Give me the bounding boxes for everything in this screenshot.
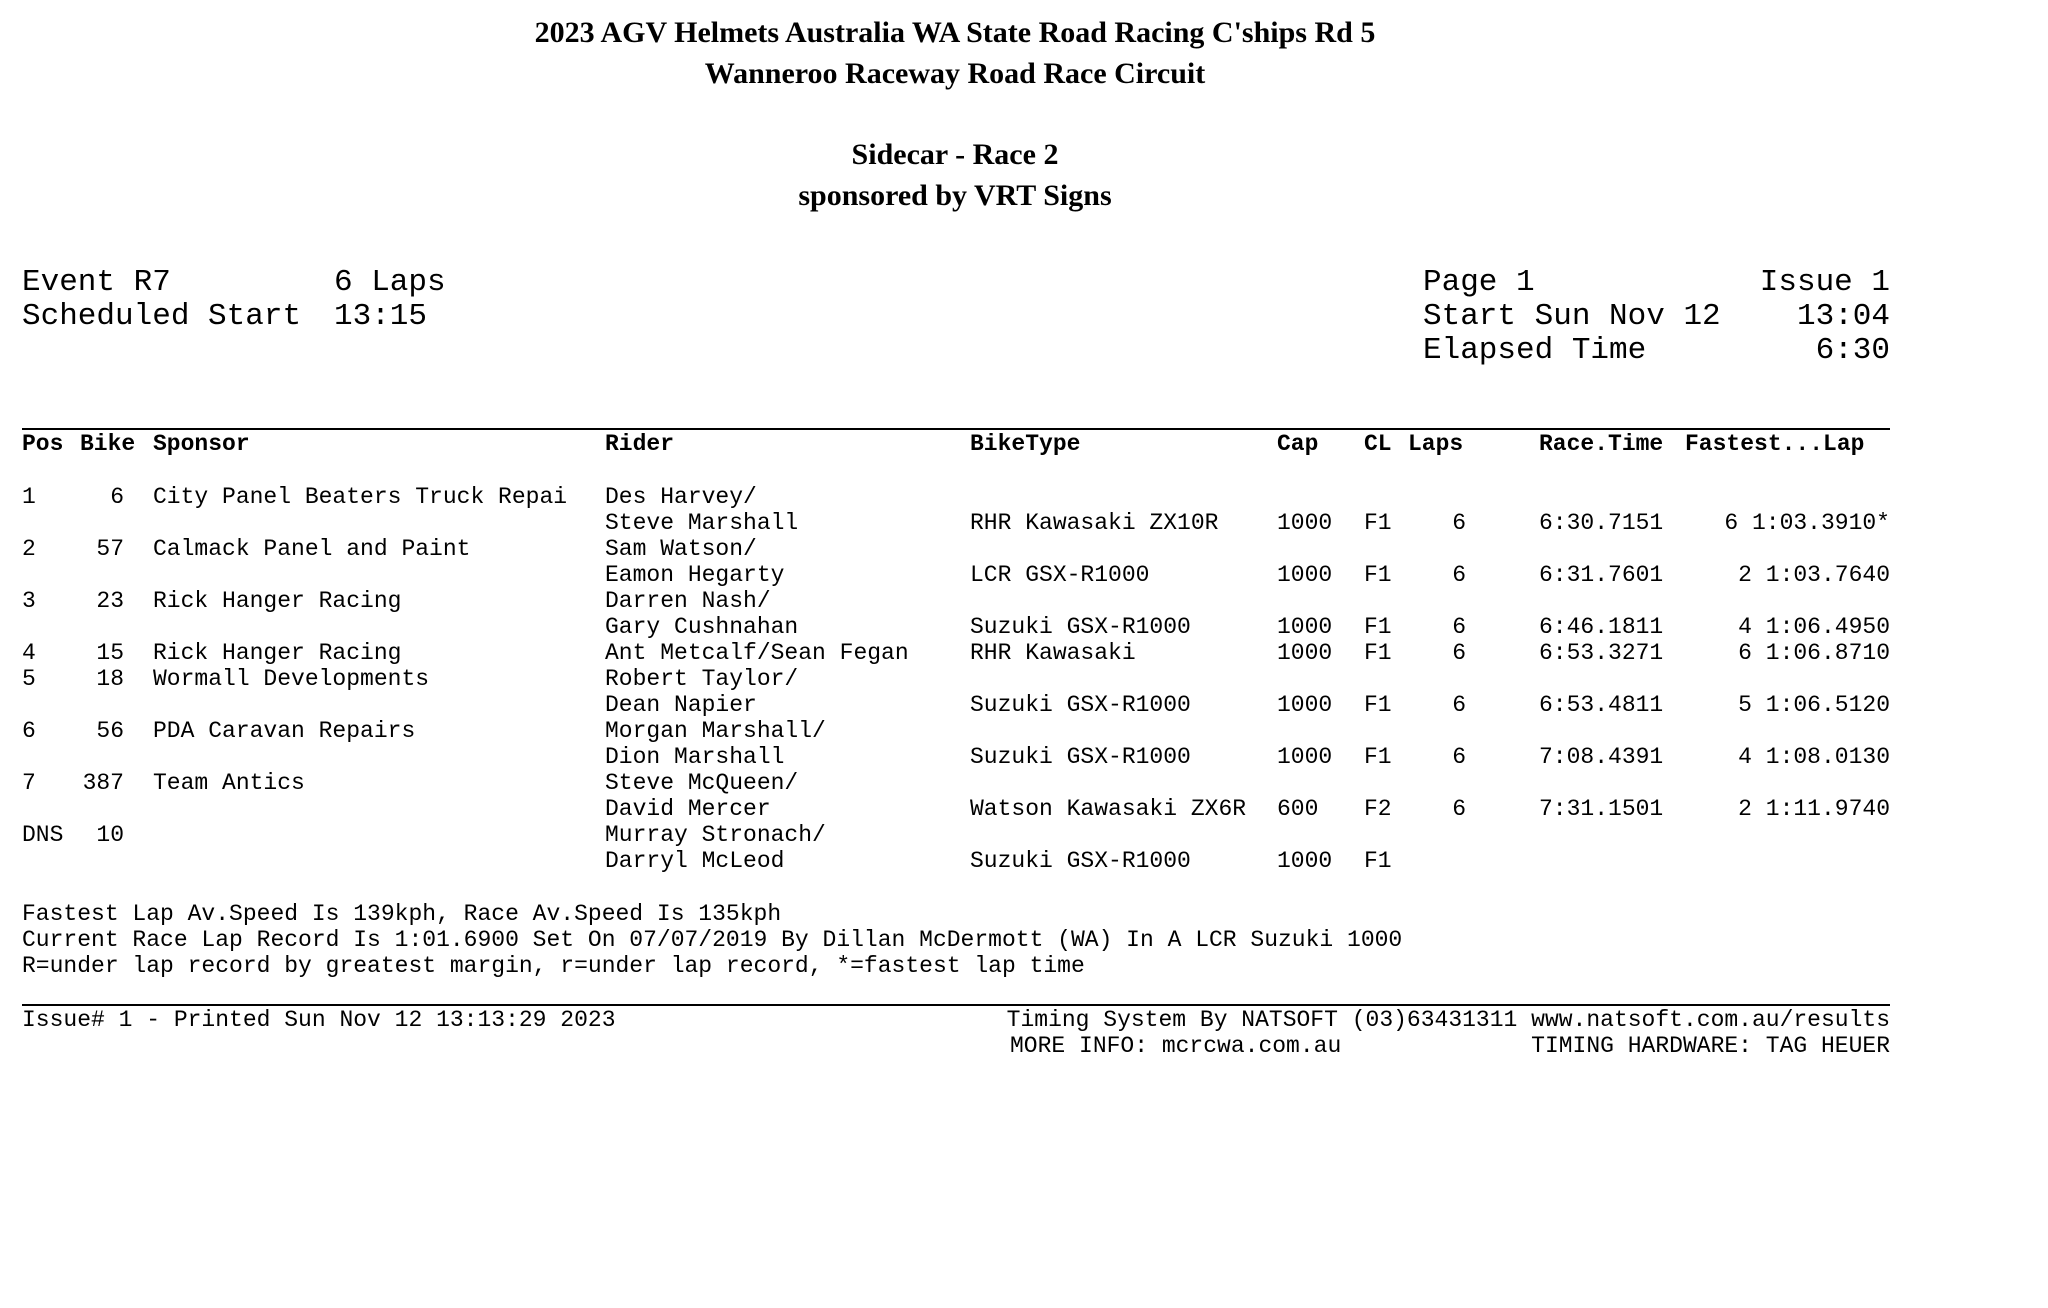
table-row [0, 640, 1910, 666]
cell-racetime: 7:08.4391 [1539, 744, 1664, 770]
cell-cap: 1000 [1277, 744, 1333, 770]
scheduled-start-time: 13:15 [334, 299, 428, 334]
cell-cap: 1000 [1277, 848, 1333, 874]
page-number: Page 1 [1423, 265, 1535, 300]
cell-pos: 2 [22, 536, 36, 562]
table-row [0, 718, 1910, 744]
event-number: Event R7 [22, 265, 171, 300]
cell-bike: 6 [110, 484, 124, 510]
cell-cap: 1000 [1277, 510, 1333, 536]
cell-laps: 6 [1452, 796, 1466, 822]
issue-number: Issue 1 [1759, 265, 1890, 300]
start-time: 13:04 [1796, 299, 1890, 334]
col-biketype: BikeType [970, 431, 1081, 457]
cell-cl: F1 [1364, 510, 1392, 536]
table-row-continuation [0, 692, 1910, 718]
cell-sponsor: Calmack Panel and Paint [153, 536, 471, 562]
cell-rider: Ant Metcalf/Sean Fegan [605, 640, 909, 666]
table-row [0, 588, 1910, 614]
race-title: Sidecar - Race 2 [851, 138, 1059, 171]
cell-sponsor: PDA Caravan Repairs [153, 718, 416, 744]
cell-rider: Des Harvey/ [605, 484, 757, 510]
cell-biketype: RHR Kawasaki ZX10R [970, 510, 1219, 536]
table-row-continuation [0, 796, 1910, 822]
cell-pos: 7 [22, 770, 36, 796]
cell-pos: 1 [22, 484, 36, 510]
cell-pos: DNS [22, 822, 64, 848]
printed-info: Issue# 1 - Printed Sun Nov 12 13:13:29 2023 [22, 1007, 616, 1033]
cell-cl: F1 [1364, 848, 1392, 874]
cell-rider: Darryl McLeod [605, 848, 785, 874]
col-sponsor: Sponsor [153, 431, 250, 457]
cell-rider: Steve McQueen/ [605, 770, 799, 796]
results-header-row [0, 431, 1910, 457]
cell-rider: Morgan Marshall/ [605, 718, 826, 744]
cell-pos: 5 [22, 666, 36, 692]
legend-note: R=under lap record by greatest margin, r=under lap record, *=fastest lap time [22, 953, 1085, 979]
race-sponsor: sponsored by VRT Signs [798, 179, 1112, 212]
venue-title: Wanneroo Raceway Road Race Circuit [704, 57, 1206, 90]
col-pos: Pos [22, 431, 64, 457]
cell-cl: F2 [1364, 796, 1392, 822]
cell-bike: 10 [96, 822, 124, 848]
cell-rider: Dion Marshall [605, 744, 785, 770]
cell-biketype: Suzuki GSX-R1000 [970, 614, 1191, 640]
cell-cap: 600 [1277, 796, 1319, 822]
cell-biketype: Suzuki GSX-R1000 [970, 692, 1191, 718]
elapsed-time: 6:30 [1815, 333, 1890, 368]
cell-cl: F1 [1364, 744, 1392, 770]
table-row-continuation [0, 562, 1910, 588]
cell-cap: 1000 [1277, 614, 1333, 640]
cell-biketype: Suzuki GSX-R1000 [970, 848, 1191, 874]
cell-sponsor: Rick Hanger Racing [153, 588, 402, 614]
footer-divider [22, 1004, 1890, 1006]
cell-sponsor: Rick Hanger Racing [153, 640, 402, 666]
cell-racetime: 6:46.1811 [1539, 614, 1664, 640]
table-row [0, 484, 1910, 510]
race-title-block [0, 134, 1910, 216]
cell-pos: 6 [22, 718, 36, 744]
table-row [0, 536, 1910, 562]
cell-cl: F1 [1364, 640, 1392, 666]
cell-biketype: RHR Kawasaki [970, 640, 1136, 666]
col-bike: Bike [80, 431, 136, 457]
cell-sponsor: Wormall Developments [153, 666, 430, 692]
table-row [0, 666, 1910, 692]
cell-rider: Steve Marshall [605, 510, 799, 536]
cell-fastest: 4 1:08.0130 [1738, 744, 1890, 770]
cell-bike: 18 [96, 666, 124, 692]
cell-fastest: 5 1:06.5120 [1738, 692, 1890, 718]
col-rider: Rider [605, 431, 675, 457]
cell-laps: 6 [1452, 744, 1466, 770]
cell-sponsor: City Panel Beaters Truck Repai [153, 484, 568, 510]
table-row-continuation [0, 744, 1910, 770]
cell-rider: Darren Nash/ [605, 588, 771, 614]
cell-bike: 15 [96, 640, 124, 666]
cell-rider: Robert Taylor/ [605, 666, 799, 692]
cell-rider: Murray Stronach/ [605, 822, 826, 848]
start-date-label: Start Sun Nov 12 [1423, 299, 1721, 334]
event-title: 2023 AGV Helmets Australia WA State Road Racing C'ships Rd 5 [534, 16, 1376, 49]
cell-racetime: 6:30.7151 [1539, 510, 1664, 536]
cell-rider: Eamon Hegarty [605, 562, 785, 588]
col-fastest: Fastest...Lap [1685, 431, 1865, 457]
cell-bike: 23 [96, 588, 124, 614]
cell-laps: 6 [1452, 692, 1466, 718]
cell-cl: F1 [1364, 562, 1392, 588]
cell-laps: 6 [1452, 614, 1466, 640]
col-laps: Laps [1408, 431, 1464, 457]
cell-fastest: 6 1:03.3910* [1724, 510, 1890, 536]
table-row-continuation [0, 848, 1910, 874]
cell-cap: 1000 [1277, 640, 1333, 666]
cell-bike: 57 [96, 536, 124, 562]
cell-biketype: Watson Kawasaki ZX6R [970, 796, 1247, 822]
cell-rider: Sam Watson/ [605, 536, 757, 562]
table-row [0, 822, 1910, 848]
cell-cl: F1 [1364, 692, 1392, 718]
cell-fastest: 2 1:11.9740 [1738, 796, 1890, 822]
report-title-block [0, 12, 1910, 94]
cell-biketype: LCR GSX-R1000 [970, 562, 1150, 588]
cell-racetime: 6:53.3271 [1539, 640, 1664, 666]
col-cl: CL [1364, 431, 1392, 457]
cell-rider: David Mercer [605, 796, 771, 822]
header-divider [22, 428, 1890, 430]
cell-rider: Gary Cushnahan [605, 614, 799, 640]
cell-fastest: 4 1:06.4950 [1738, 614, 1890, 640]
cell-bike: 387 [82, 770, 124, 796]
table-row-continuation [0, 510, 1910, 536]
cell-racetime: 6:31.7601 [1539, 562, 1664, 588]
scheduled-start-label: Scheduled Start [22, 299, 302, 334]
cell-laps: 6 [1452, 640, 1466, 666]
cell-laps: 6 [1452, 510, 1466, 536]
cell-cap: 1000 [1277, 562, 1333, 588]
more-info: MORE INFO: mcrcwa.com.au [1010, 1033, 1342, 1059]
table-row [0, 770, 1910, 796]
cell-fastest: 2 1:03.7640 [1738, 562, 1890, 588]
cell-pos: 3 [22, 588, 36, 614]
lap-record-note: Current Race Lap Record Is 1:01.6900 Set On 07/07/2019 By Dillan McDermott (WA) In A LCR Suzuki 1000 [22, 927, 1403, 953]
timing-hardware: TIMING HARDWARE: TAG HEUER [1531, 1033, 1890, 1059]
cell-cap: 1000 [1277, 692, 1333, 718]
event-laps: 6 Laps [334, 265, 446, 300]
elapsed-label: Elapsed Time [1423, 333, 1647, 368]
cell-cl: F1 [1364, 614, 1392, 640]
cell-rider: Dean Napier [605, 692, 757, 718]
cell-racetime: 6:53.4811 [1539, 692, 1664, 718]
cell-racetime: 7:31.1501 [1539, 796, 1664, 822]
col-racetime: Race.Time [1539, 431, 1664, 457]
cell-laps: 6 [1452, 562, 1466, 588]
cell-pos: 4 [22, 640, 36, 666]
speed-note: Fastest Lap Av.Speed Is 139kph, Race Av.Speed Is 135kph [22, 901, 782, 927]
timing-system-info: Timing System By NATSOFT (03)63431311 www.natsoft.com.au/results [1006, 1007, 1890, 1033]
cell-fastest: 6 1:06.8710 [1738, 640, 1890, 666]
cell-biketype: Suzuki GSX-R1000 [970, 744, 1191, 770]
cell-sponsor: Team Antics [153, 770, 305, 796]
cell-bike: 56 [96, 718, 124, 744]
col-cap: Cap [1277, 431, 1319, 457]
table-row-continuation [0, 614, 1910, 640]
